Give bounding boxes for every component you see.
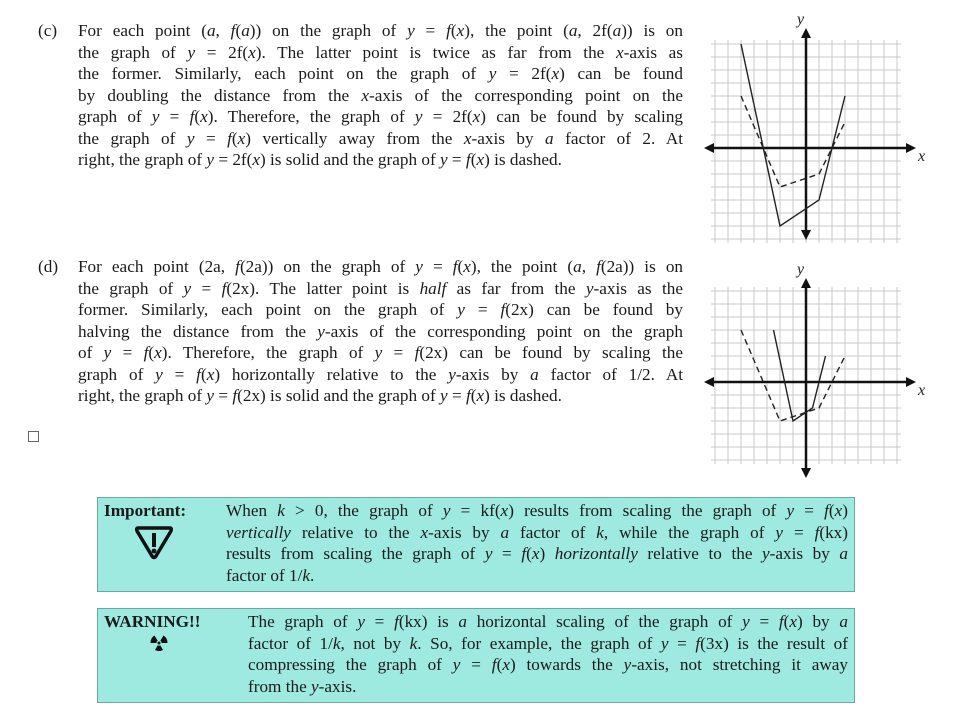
text-line: halving the distance from the y-axis of the corresponding point on the graph (78, 321, 683, 341)
text-line: of y = f(x). Therefore, the graph of y = f(2x) can be found by scaling the (78, 343, 683, 362)
text-line: right, the graph of y = f(2x) is solid and the graph of y = f(x) is dashed. (78, 386, 562, 405)
important-title: Important: (104, 501, 187, 520)
text-line: the former. Similarly, each point on the graph of y = 2f(x) can be found (78, 64, 683, 83)
text-line: the graph of y = f(x) vertically away from the x-axis by a factor of 2. At (78, 128, 684, 148)
text-line: from the y-axis. (248, 676, 357, 696)
text-line: the graph of y = 2f(x). The latter point is twice as far from the x-axis as (78, 42, 683, 62)
x-axis-arrow-right-icon (906, 377, 916, 387)
text-line: factor of 1/k, not by k. So, for example, the graph of y = f(3x) is the result of (248, 633, 848, 653)
text-line: For each point (a, f(a)) on the graph of y = f(x), the point (a, 2f(a)) is on (78, 21, 683, 40)
text-line: When k > 0, the graph of y = kf(x) results from scaling the graph of y = f(x) (226, 501, 848, 520)
y-axis-arrow-up-icon (801, 278, 811, 288)
warning-box (97, 608, 855, 703)
y-axis-label: y (797, 261, 805, 278)
x-axis-label: x (918, 382, 926, 399)
x-axis-arrow-left-icon (704, 143, 714, 153)
y-axis-arrow-down-icon (801, 468, 811, 478)
text-line: the graph of y = f(2x). The latter point is half as far from the y-axis as the (78, 278, 683, 298)
text-line: For each point (2a, f(2a)) on the graph of y = f(x), the point (a, f(2a)) is on (78, 257, 684, 276)
part-c-text (78, 20, 683, 171)
y-axis-arrow-up-icon (801, 28, 811, 38)
text-line: graph of y = f(x) horizontally relative to the y-axis by a factor of 1/2. At (78, 364, 684, 384)
text-line: former. Similarly, each point on the graph of y = f(2x) can be found by (78, 300, 683, 319)
text-line: compressing the graph of y = f(x) towards the y-axis, not stretching it away (248, 655, 848, 674)
graph-d (698, 256, 928, 488)
x-axis-label: x (918, 148, 926, 165)
part-d-label: (d) (38, 257, 59, 276)
x-axis-arrow-left-icon (704, 377, 714, 387)
important-text (226, 500, 848, 586)
warning-text (248, 611, 848, 697)
text-line: vertically relative to the x-axis by a factor of k, while the graph of y = f(kx) (226, 522, 848, 542)
text-line: factor of 1/k. (226, 565, 315, 585)
end-of-proof-checkbox (28, 431, 39, 442)
important-box (97, 497, 855, 592)
text-line: by doubling the distance from the x-axis of the corresponding point on the (78, 85, 683, 105)
text-line: right, the graph of y = 2f(x) is solid and the graph of y = f(x) is dashed. (78, 150, 562, 169)
series-solid-transformed (774, 330, 826, 421)
text-line: results from scaling the graph of y = f(x) horizontally relative to the y-axis by a (226, 544, 848, 563)
warning-triangle-icon (134, 524, 174, 560)
text-line: graph of y = f(x). Therefore, the graph of y = 2f(x) can be found by scaling (78, 107, 684, 126)
x-axis-arrow-right-icon (906, 143, 916, 153)
radiation-icon (150, 633, 168, 651)
graph-c (698, 8, 928, 248)
part-d-text (78, 256, 683, 407)
text-line: The graph of y = f(kx) is a horizontal scaling of the graph of y = f(x) by a (248, 612, 848, 631)
warning-title: WARNING!! (104, 612, 201, 631)
part-c-label: (c) (38, 21, 58, 40)
y-axis-label: y (797, 11, 805, 28)
